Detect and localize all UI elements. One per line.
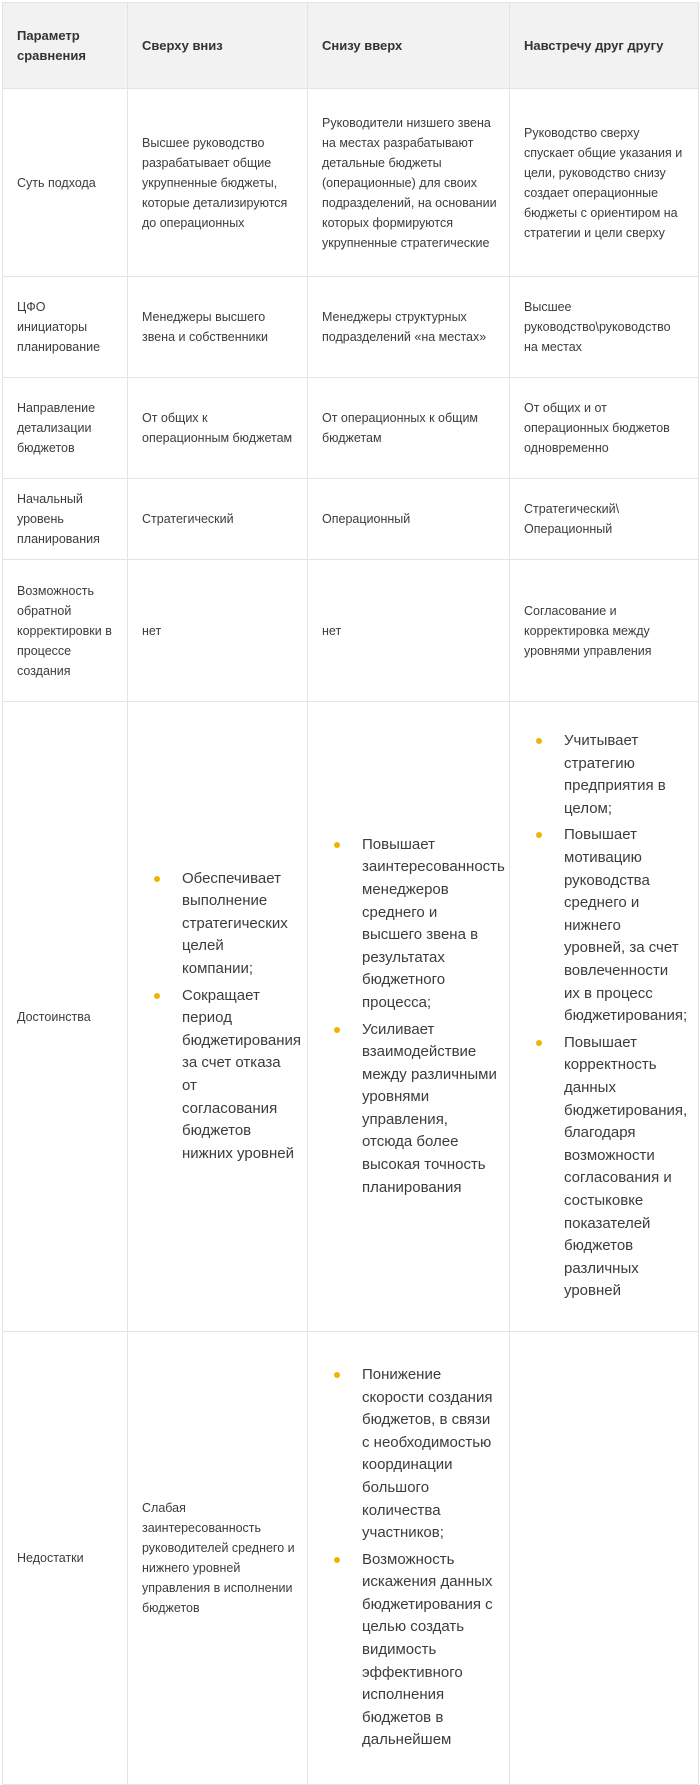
list-item: [536, 1032, 686, 1303]
cell-counter: Согласование и корректировка между уровнями управления: [510, 560, 699, 702]
table-row-direction: [3, 378, 699, 479]
cell-top-down: Высшее руководство разрабатывает общие укрупненные бюджеты, которые детализируются до операционных: [128, 89, 308, 277]
list-item: [154, 985, 302, 1166]
cell-top-down: Слабая заинтересованность руководителей среднего и нижнего уровней управления в исполнении бюджетов: [128, 1332, 308, 1785]
bullet-list: [142, 868, 302, 1166]
cell-counter: От общих и от операционных бюджетов одновременно: [510, 378, 699, 479]
cell-counter: Высшее руководство\руководство на местах: [510, 277, 699, 378]
bullet-icon: [536, 1040, 542, 1046]
list-item: [334, 1019, 497, 1200]
bullet-icon: [154, 993, 160, 999]
bullet-icon: [154, 876, 160, 882]
cell-top-down: От общих к операционным бюджетам: [128, 378, 308, 479]
bullet-list: [322, 1364, 497, 1752]
bullet-list: [524, 730, 686, 1303]
comparison-table: [2, 2, 699, 1785]
bullet-icon: [334, 1027, 340, 1033]
cell-top-down: Стратегический: [128, 479, 308, 560]
bullet-icon: [334, 1557, 340, 1563]
bullet-icon: [334, 842, 340, 848]
list-item-text: Повышает заинтересованность менеджеров среднего и высшего звена в результатах бюджетного процесса;: [362, 835, 505, 1011]
cell-top-down: нет: [128, 560, 308, 702]
header-param: Параметр сравнения: [3, 3, 128, 89]
param-cell: Начальный уровень планирования: [3, 479, 128, 560]
param-cell: Достоинства: [3, 702, 128, 1332]
table-header-row: [3, 3, 699, 89]
list-item-text: Повышает корректность данных бюджетирования, благодаря возможности согласования и состыковке показателей бюджетов различных уровней: [564, 1033, 688, 1300]
cell-counter: Руководство сверху спускает общие указания и цели, руководство снизу создает операционные бюджеты с ориентиром на стратегии и цели сверху: [510, 89, 699, 277]
cell-bottom-up: нет: [308, 560, 510, 702]
table-row-disadvantages: [3, 1332, 699, 1785]
table-row-cfo: [3, 277, 699, 378]
list-item-text: Понижение скорости создания бюджетов, в связи с необходимостью координации большого количества участников;: [362, 1365, 493, 1542]
cell-counter: Стратегический\ Операционный: [510, 479, 699, 560]
bullet-list: [322, 834, 505, 1200]
param-cell: Недостатки: [3, 1332, 128, 1785]
cell-bottom-up: От операционных к общим бюджетам: [308, 378, 510, 479]
list-item: [154, 868, 295, 981]
param-cell: ЦФО инициаторы планирование: [3, 277, 128, 378]
bullet-icon: [334, 1372, 340, 1378]
table-row-feedback: [3, 560, 699, 702]
list-item-text: Учитывает стратегию предприятия в целом;: [564, 732, 666, 817]
list-item: [536, 730, 686, 820]
list-item: [334, 1549, 497, 1752]
cell-bottom-up: [308, 702, 510, 1332]
cell-bottom-up: Операционный: [308, 479, 510, 560]
table-row-level: [3, 479, 699, 560]
header-counter: Навстречу друг другу: [510, 3, 699, 89]
list-item: [334, 1364, 497, 1545]
cell-top-down: [128, 702, 308, 1332]
list-item-text: Сокращает период бюджетирования за счет отказа от согласования бюджетов нижних уровней: [182, 986, 302, 1162]
list-item-text: Повышает мотивацию руководства среднего и нижнего уровней, за счет вовлеченности их в процесс бюджетирования;: [564, 826, 688, 1025]
cell-bottom-up: [308, 1332, 510, 1785]
table-row-advantages: [3, 702, 699, 1332]
cell-top-down: Менеджеры высшего звена и собственники: [128, 277, 308, 378]
list-item: [536, 824, 686, 1027]
list-item: [334, 834, 505, 1015]
list-item-text: Возможность искажения данных бюджетирования с целью создать видимость эффективного исполнения бюджетов в дальнейшем: [362, 1550, 493, 1749]
header-bottom-up: Снизу вверх: [308, 3, 510, 89]
header-top-down: Сверху вниз: [128, 3, 308, 89]
cell-bottom-up: Менеджеры структурных подразделений «на местах»: [308, 277, 510, 378]
param-cell: Возможность обратной корректировки в процессе создания: [3, 560, 128, 702]
bullet-icon: [536, 832, 542, 838]
param-cell: Направление детализации бюджетов: [3, 378, 128, 479]
param-cell: Суть подхода: [3, 89, 128, 277]
cell-counter: [510, 1332, 699, 1785]
cell-counter: [510, 702, 699, 1332]
bullet-icon: [536, 738, 542, 744]
table-row-essence: [3, 89, 699, 277]
cell-bottom-up: Руководители низшего звена на местах разрабатывают детальные бюджеты (операционные) для своих подразделений, на основании которых формируются укрупненные стратегические: [308, 89, 510, 277]
list-item-text: Обеспечивает выполнение стратегических целей компании;: [182, 869, 288, 978]
list-item-text: Усиливает взаимодействие между различными уровнями управления, отсюда более высокая точность планирования: [362, 1020, 497, 1196]
